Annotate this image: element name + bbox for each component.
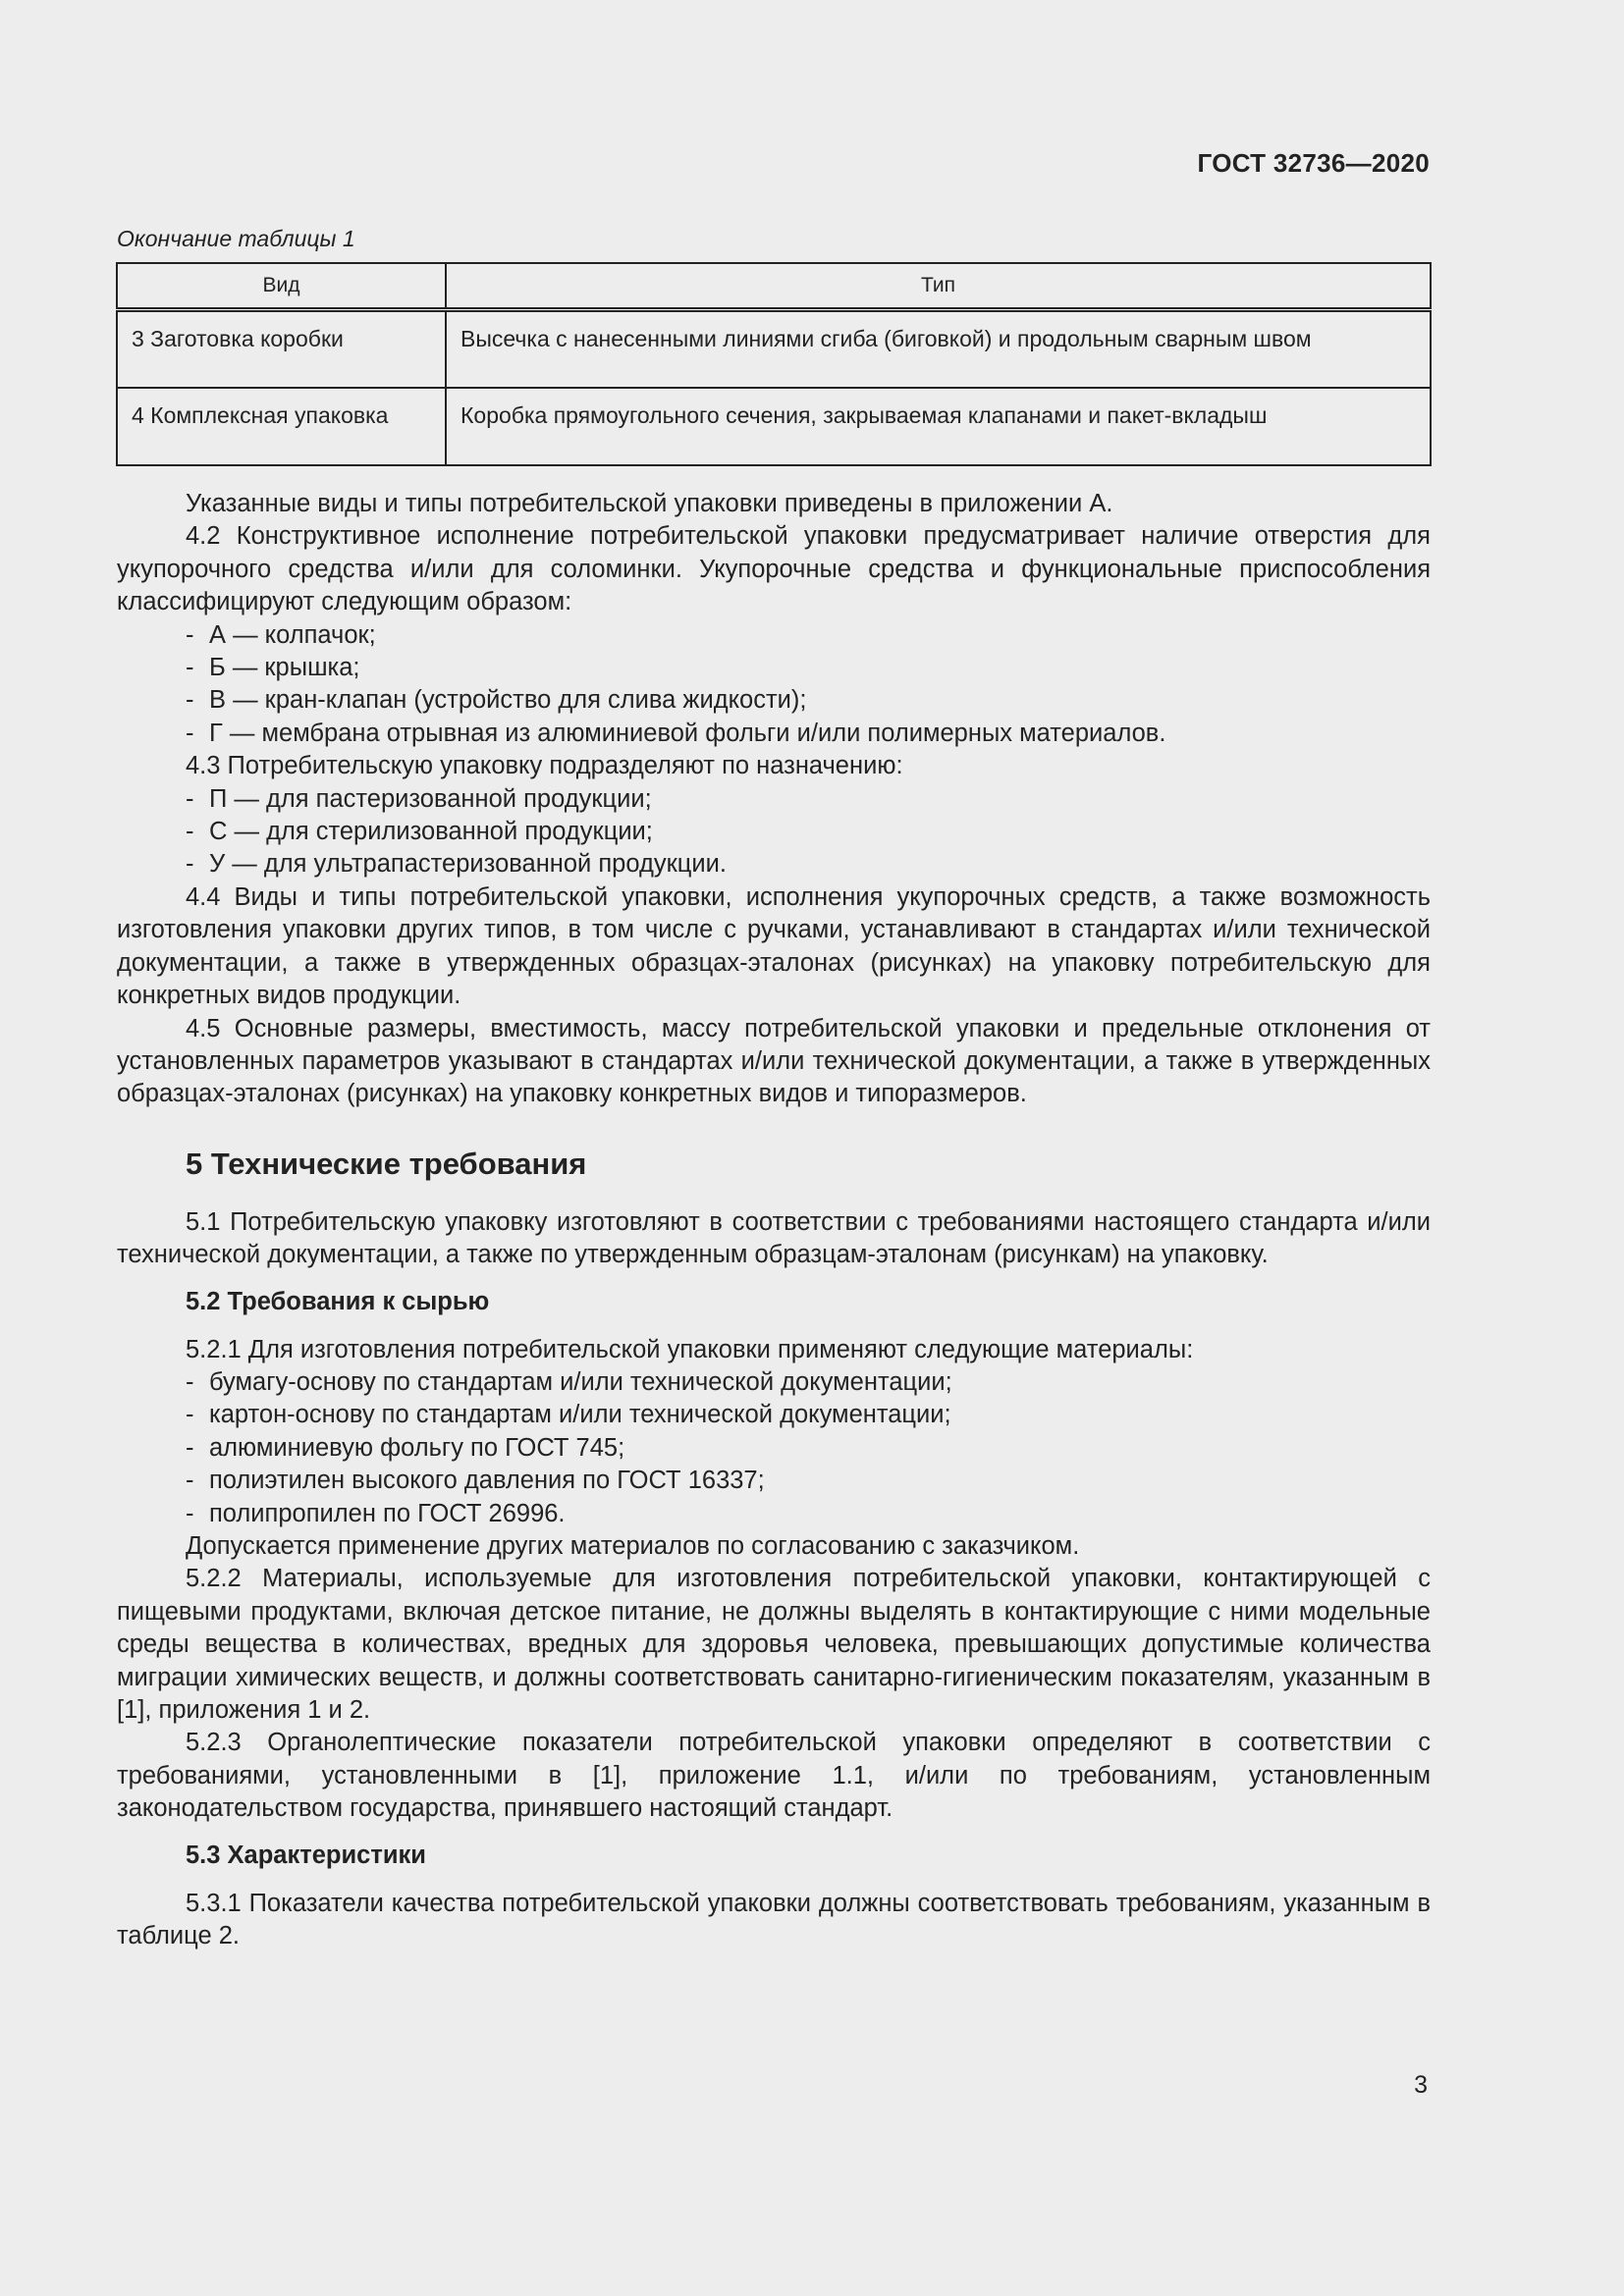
list-item: - С — для стерилизованной продукции;: [186, 818, 653, 846]
table-header-row: [117, 263, 1431, 310]
table-1-end: [116, 262, 1432, 466]
paragraph-5-2-1: 5.2.1 Для изготовления потребительской упаковки применяют следующие материалы:: [186, 1335, 1194, 1363]
paragraph-5-2-2: 5.2.2 Материалы, используемые для изготовления потребительской упаковки, контактирующей с пищевыми продуктами, включая детское питание, не должны выделять в контактирующие с ними модельные среды вещества в количествах, вредных для здоровья человека, превышающих допустимые количества миграции химических веществ, и должны соответствовать санитарно-гигиеническим показателям, указанным в [1], приложения 1 и 2.: [117, 1565, 1431, 1724]
paragraph: Указанные виды и типы потребительской упаковки приведены в приложении А.: [186, 490, 1113, 517]
list-item: - П — для пастеризованной продукции;: [186, 784, 652, 813]
list-item: - Б — крышка;: [186, 654, 360, 682]
list-item: - А — колпачок;: [186, 620, 376, 649]
document-body: [117, 488, 1431, 1952]
paragraph-5-3-1: 5.3.1 Показатели качества потребительской упаковки должны соответствовать требованиям, указанным в таблице 2.: [117, 1889, 1431, 1950]
column-header-vid: Вид: [117, 263, 446, 310]
list-item: - В — кран-клапан (устройство для слива жидкости);: [186, 686, 807, 715]
table-row: [117, 388, 1431, 465]
paragraph-4-3: 4.3 Потребительскую упаковку подразделяют по назначению:: [186, 752, 903, 780]
paragraph-4-4: 4.4 Виды и типы потребительской упаковки, исполнения укупорочных средств, а также возможность изготовления упаковки других типов, в том числе с ручками, устанавливают в стандартах и/или технической документации, а также в утвержденных образцах-эталонах (рисунках) на упаковку потребительскую для конкретных видов продукции.: [117, 882, 1431, 1010]
paragraph-4-2: 4.2 Конструктивное исполнение потребительской упаковки предусматривает наличие отверстия для укупорочного средства и/или для соломинки. Укупорочные средства и функциональные приспособления классифицируют следующим образом:: [117, 522, 1431, 616]
page-number: 3: [1414, 2071, 1428, 2099]
table-cell-tip: Высечка с нанесенными линиями сгиба (биговкой) и продольным сварным швом: [446, 310, 1431, 389]
section-5-title: 5 Технические требования: [186, 1146, 587, 1181]
paragraph-5-1: 5.1 Потребительскую упаковку изготовляют в соответствии с требованиями настоящего стандарта и/или технической документации, а также по утвержденным образцам-эталонам (рисункам) на упаковку.: [117, 1207, 1431, 1269]
subsection-5-2-title: 5.2 Требования к сырью: [186, 1287, 490, 1315]
table-row: [117, 310, 1431, 389]
list-item: - полипропилен по ГОСТ 26996.: [186, 1499, 566, 1527]
list-item: - алюминиевую фольгу по ГОСТ 745;: [186, 1433, 625, 1462]
list-item: - бумагу-основу по стандартам и/или технической документации;: [186, 1367, 952, 1396]
standard-code: ГОСТ 32736—2020: [1197, 148, 1430, 178]
table-cell-tip: Коробка прямоугольного сечения, закрываемая клапанами и пакет-вкладыш: [446, 388, 1431, 465]
subsection-5-3-title: 5.3 Характеристики: [186, 1841, 426, 1869]
paragraph-allowed: Допускается применение других материалов по согласованию с заказчиком.: [186, 1531, 1080, 1560]
list-item: - Г — мембрана отрывная из алюминиевой фольги и/или полимерных материалов.: [186, 719, 1166, 747]
table-cell-vid: 3 Заготовка коробки: [117, 310, 446, 389]
list-item: - картон-основу по стандартам и/или технической документации;: [186, 1401, 951, 1429]
paragraph-4-5: 4.5 Основные размеры, вместимость, массу потребительской упаковки и предельные отклонения от установленных параметров указывают в стандартах и/или технической документации, а также в утвержденных образцах-эталонах (рисунках) на упаковку конкретных видов и типоразмеров.: [117, 1014, 1431, 1108]
table-cell-vid: 4 Комплексная упаковка: [117, 388, 446, 465]
list-item: - У — для ультрапастеризованной продукции.: [186, 850, 727, 879]
paragraph-5-2-3: 5.2.3 Органолептические показатели потребительской упаковки определяют в соответствии с требованиями, установленными в [1], приложение 1.1, и/или по требованиям, установленным законодательством государства, принявшего настоящий стандарт.: [117, 1729, 1431, 1823]
list-item: - полиэтилен высокого давления по ГОСТ 16337;: [186, 1467, 765, 1495]
column-header-tip: Тип: [446, 263, 1431, 310]
table-caption: Окончание таблицы 1: [117, 226, 355, 251]
